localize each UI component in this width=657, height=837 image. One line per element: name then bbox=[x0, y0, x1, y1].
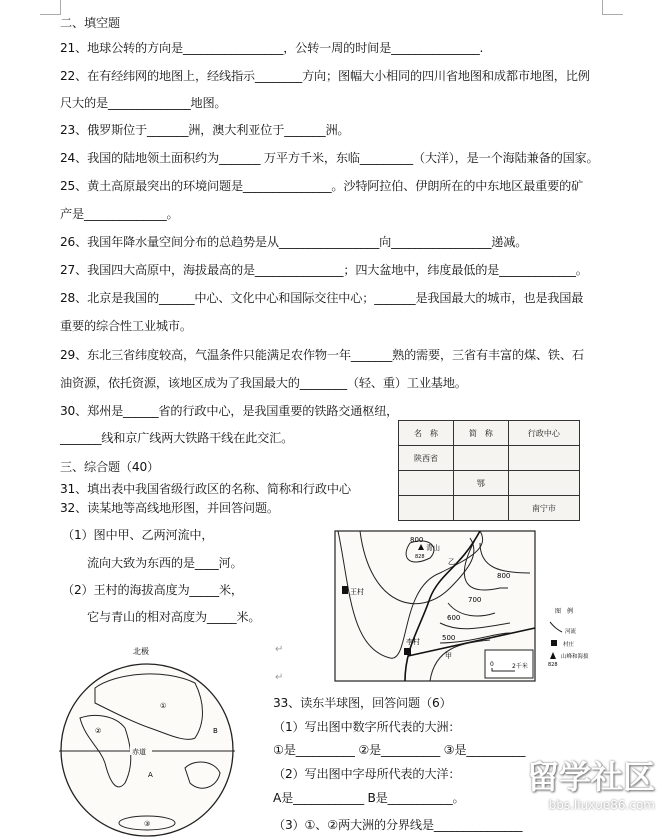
question-line: 油资源，依托资源，该地区成为了我国最大的________（轻、重）工业基地。 bbox=[60, 376, 467, 390]
paragraph-mark: ↵ bbox=[275, 644, 284, 655]
question-line: 32、读某地等高线地形图，并回答问题。 bbox=[60, 501, 279, 515]
map-label: 王村 bbox=[350, 588, 364, 596]
table-cell bbox=[453, 496, 508, 521]
question-line: 33、读东半球图，回答问题（6） bbox=[273, 696, 452, 710]
globe-label: ③ bbox=[144, 820, 151, 828]
question-line: 产是______________。 bbox=[60, 207, 179, 221]
question-line: 27、我国四大高原中，海拔最高的是_______________；四大盆地中，纬度最低的是_____________。 bbox=[60, 263, 588, 277]
legend-item: 828 bbox=[548, 662, 558, 668]
watermark-url: bbs.liuxue86.com bbox=[548, 798, 655, 812]
table-header: 名 称 bbox=[399, 421, 454, 446]
table-cell: 鄂 bbox=[453, 471, 508, 496]
globe-label: ① bbox=[160, 702, 167, 710]
scale-label: 0 bbox=[490, 661, 494, 668]
table-cell bbox=[508, 446, 579, 471]
contour-map bbox=[330, 528, 605, 683]
map-label: 500 bbox=[442, 634, 456, 642]
map-label: 828 bbox=[415, 554, 425, 560]
question-line: 25、黄土高原最突出的环境问题是_______________。沙特阿拉伯、伊朗所在的中东地区最重要的矿 bbox=[60, 179, 584, 193]
legend-item: 村庄 bbox=[563, 642, 575, 648]
table-cell bbox=[399, 471, 454, 496]
question-line: 重要的综合性工业城市。 bbox=[60, 319, 192, 333]
question-line: （2）写出图中字母所代表的大洋： bbox=[273, 767, 461, 781]
table-cell: 南宁市 bbox=[508, 496, 579, 521]
globe-label: B bbox=[213, 727, 218, 735]
question-line: 流向大致为东西的是____河。 bbox=[87, 556, 243, 570]
question-line: 22、在有经纬网的地图上，经线指示________方向；图幅大小相同的四川省地图和成都市地图，比例 bbox=[60, 69, 590, 83]
province-table bbox=[398, 420, 580, 521]
table-header: 行政中心 bbox=[508, 421, 579, 446]
globe-label-equator: 赤道 bbox=[132, 748, 146, 756]
map-label: 甲 bbox=[445, 652, 452, 660]
question-line: 尺大的是______________地图。 bbox=[60, 96, 227, 110]
question-line: 24、我国的陆地领土面积约为_______ 万平方千米，东临_________（大洋），是一个海陆兼备的国家。 bbox=[60, 151, 599, 165]
map-label: 600 bbox=[447, 614, 461, 622]
legend-title: 图 例 bbox=[555, 608, 574, 615]
question-line: ①是__________ ②是__________ ③是__________ bbox=[273, 743, 526, 757]
scale-label: 2千米 bbox=[512, 663, 528, 670]
table-cell bbox=[508, 471, 579, 496]
question-line: _______线和京广线两大铁路干线在此交汇。 bbox=[60, 431, 294, 445]
question-line: A是____________ B是___________。 bbox=[273, 791, 465, 805]
question-line: 29、东北三省纬度较高，气温条件只能满足农作物一年_______熟的需要，三省有丰富的煤、铁、石 bbox=[60, 348, 584, 362]
question-line: （2）王村的海拔高度为_____米， bbox=[62, 583, 243, 597]
page-corner-right bbox=[602, 0, 623, 15]
globe-label-north: 北极 bbox=[133, 647, 149, 656]
question-line: （1）写出图中数字所代表的大洲： bbox=[273, 720, 461, 734]
table-cell bbox=[399, 496, 454, 521]
map-label: 乙 bbox=[448, 558, 455, 566]
question-line: 它与青山的相对高度为_____米。 bbox=[87, 610, 261, 624]
section-title: 三、综合题（40） bbox=[60, 460, 160, 474]
paragraph-mark: ↵ bbox=[275, 672, 284, 683]
question-line: （3）①、②两大洲的分界线是_______________ bbox=[273, 818, 523, 832]
table-header: 简 称 bbox=[453, 421, 508, 446]
question-line: （1）图中甲、乙两河流中， bbox=[62, 528, 214, 542]
question-line: 26、我国年降水量空间分布的总趋势是从_________________向_________________递减。 bbox=[60, 235, 528, 249]
section-title: 二、填空题 bbox=[60, 16, 120, 30]
table-cell: 陕西省 bbox=[399, 446, 454, 471]
watermark-logo: 留学社区 bbox=[526, 758, 655, 796]
question-line: 30、郑州是______省的行政中心，是我国重要的铁路交通枢纽， bbox=[60, 404, 399, 418]
table-cell bbox=[453, 446, 508, 471]
map-label: 700 bbox=[468, 596, 482, 604]
map-label: 青山 bbox=[426, 544, 440, 552]
map-label: 800 bbox=[497, 572, 511, 580]
globe-label: A bbox=[148, 771, 153, 779]
page-corner-left bbox=[40, 0, 61, 15]
question-line: 21、地球公转的方向是_________________，公转一周的时间是_______________. bbox=[60, 41, 484, 55]
map-label: 800 bbox=[410, 536, 424, 544]
legend-item: 河流 bbox=[565, 629, 577, 635]
legend-item: 山峰和海拔 bbox=[561, 654, 589, 660]
map-label: 李村 bbox=[406, 638, 420, 646]
question-line: 23、俄罗斯位于_______洲，澳大利亚位于_______洲。 bbox=[60, 123, 350, 137]
question-line: 31、填出表中我国省级行政区的名称、简称和行政中心 bbox=[60, 482, 351, 496]
question-line: 28、北京是我国的______中心、文化中心和国际交往中心；_______是我国最大的城市，也是我国最 bbox=[60, 291, 584, 305]
globe-label: ② bbox=[95, 727, 102, 735]
eastern-hemisphere-map bbox=[55, 643, 240, 837]
